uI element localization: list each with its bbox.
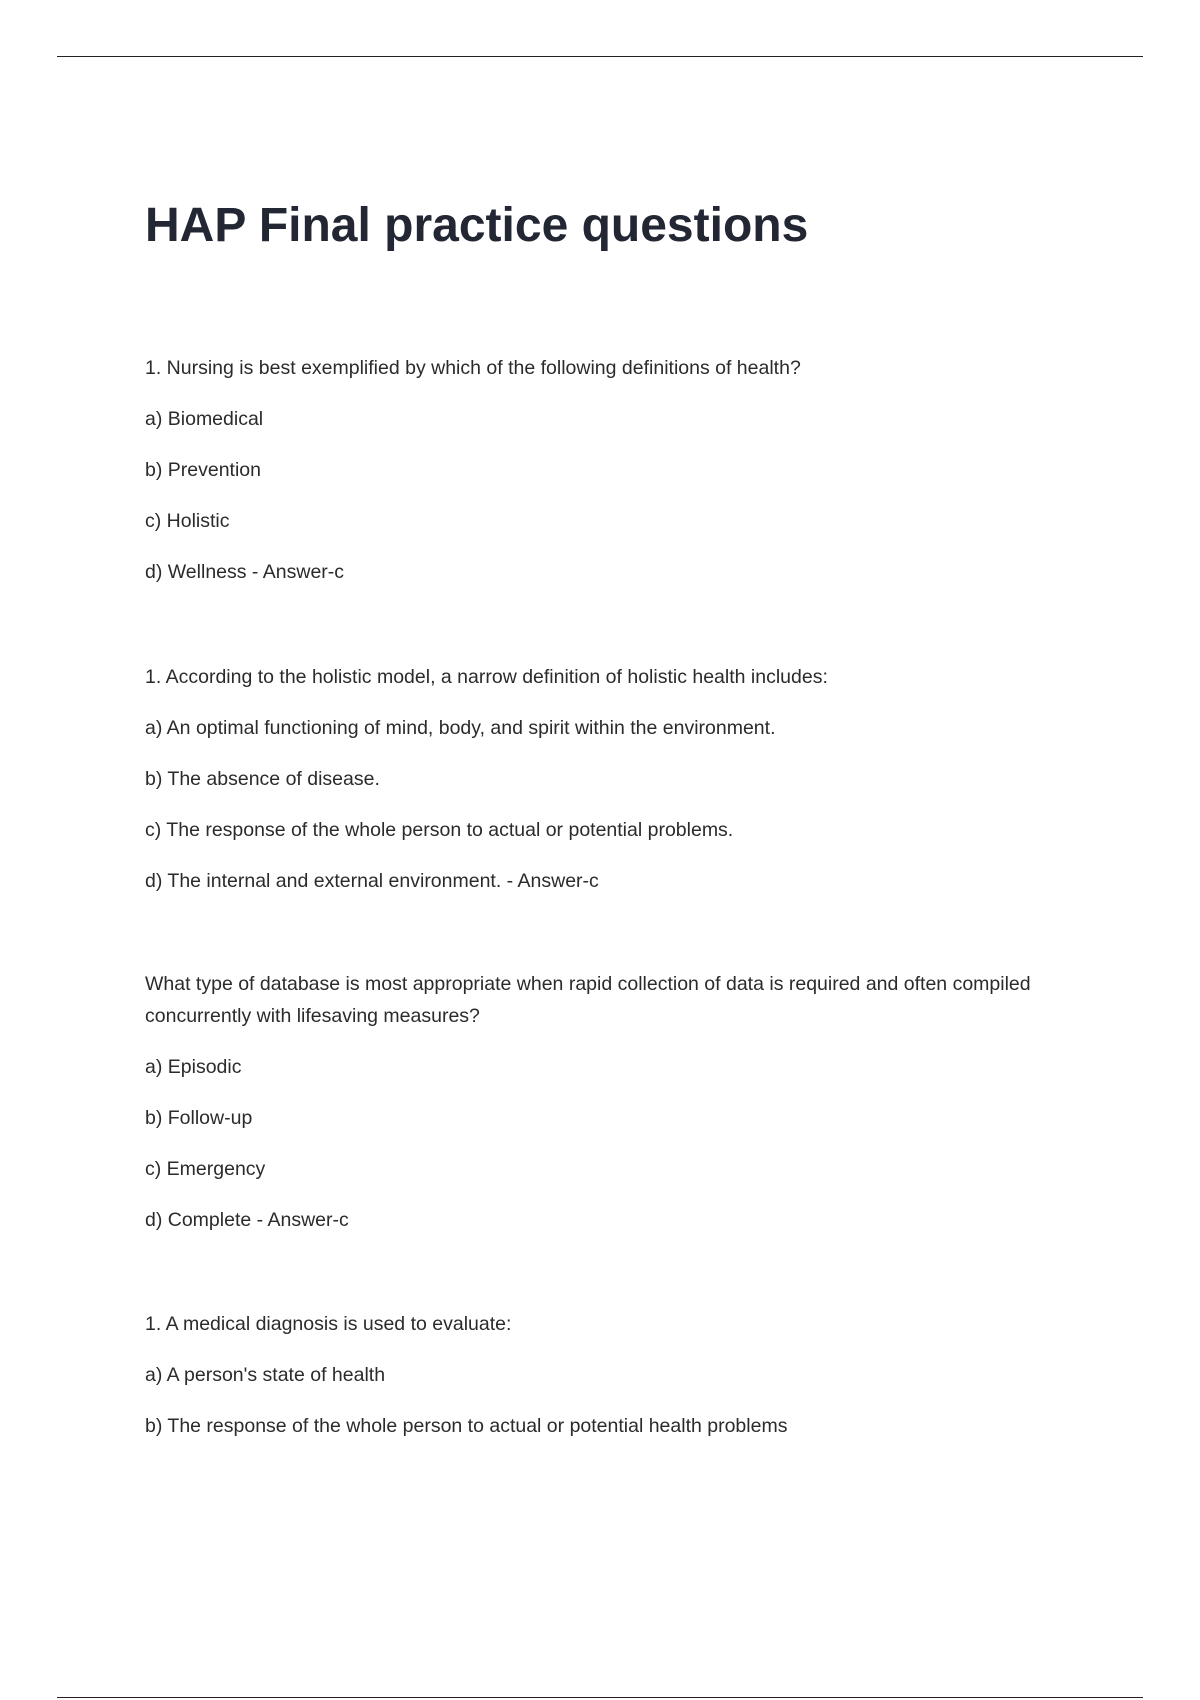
question-text: 1. A medical diagnosis is used to evaluate: bbox=[145, 1313, 512, 1335]
answer-option: b) The response of the whole person to actual or potential health problems bbox=[145, 1415, 788, 1437]
answer-option: b) Prevention bbox=[145, 459, 261, 481]
question-block bbox=[145, 661, 1090, 897]
answer-option: a) An optimal functioning of mind, body, and spirit within the environment. bbox=[145, 717, 776, 739]
answer-option: a) A person's state of health bbox=[145, 1364, 386, 1386]
question-block bbox=[145, 1308, 1090, 1442]
answer-option: c) The response of the whole person to actual or potential problems. bbox=[145, 819, 734, 841]
answer-option: d) Complete - Answer-c bbox=[145, 1209, 349, 1231]
answer-option: c) Emergency bbox=[145, 1158, 266, 1180]
answer-option: c) Holistic bbox=[145, 510, 230, 532]
bottom-rule bbox=[57, 1697, 1143, 1698]
answer-option: b) The absence of disease. bbox=[145, 768, 380, 790]
question-text: What type of database is most appropriate when rapid collection of data is required and often compiled concurrently with lifesaving measures? bbox=[145, 973, 1031, 1027]
answer-option: a) Biomedical bbox=[145, 408, 264, 430]
question-text: 1. According to the holistic model, a narrow definition of holistic health includes: bbox=[145, 666, 828, 688]
page-title: HAP Final practice questions bbox=[145, 199, 809, 252]
question-block bbox=[145, 352, 1090, 588]
question-block bbox=[145, 968, 1090, 1236]
answer-option: b) Follow-up bbox=[145, 1107, 253, 1129]
question-text: 1. Nursing is best exemplified by which of the following definitions of health? bbox=[145, 357, 801, 379]
answer-option: d) The internal and external environment. - Answer-c bbox=[145, 870, 599, 892]
answer-option: d) Wellness - Answer-c bbox=[145, 561, 345, 583]
answer-option: a) Episodic bbox=[145, 1056, 242, 1078]
top-rule bbox=[57, 56, 1143, 57]
